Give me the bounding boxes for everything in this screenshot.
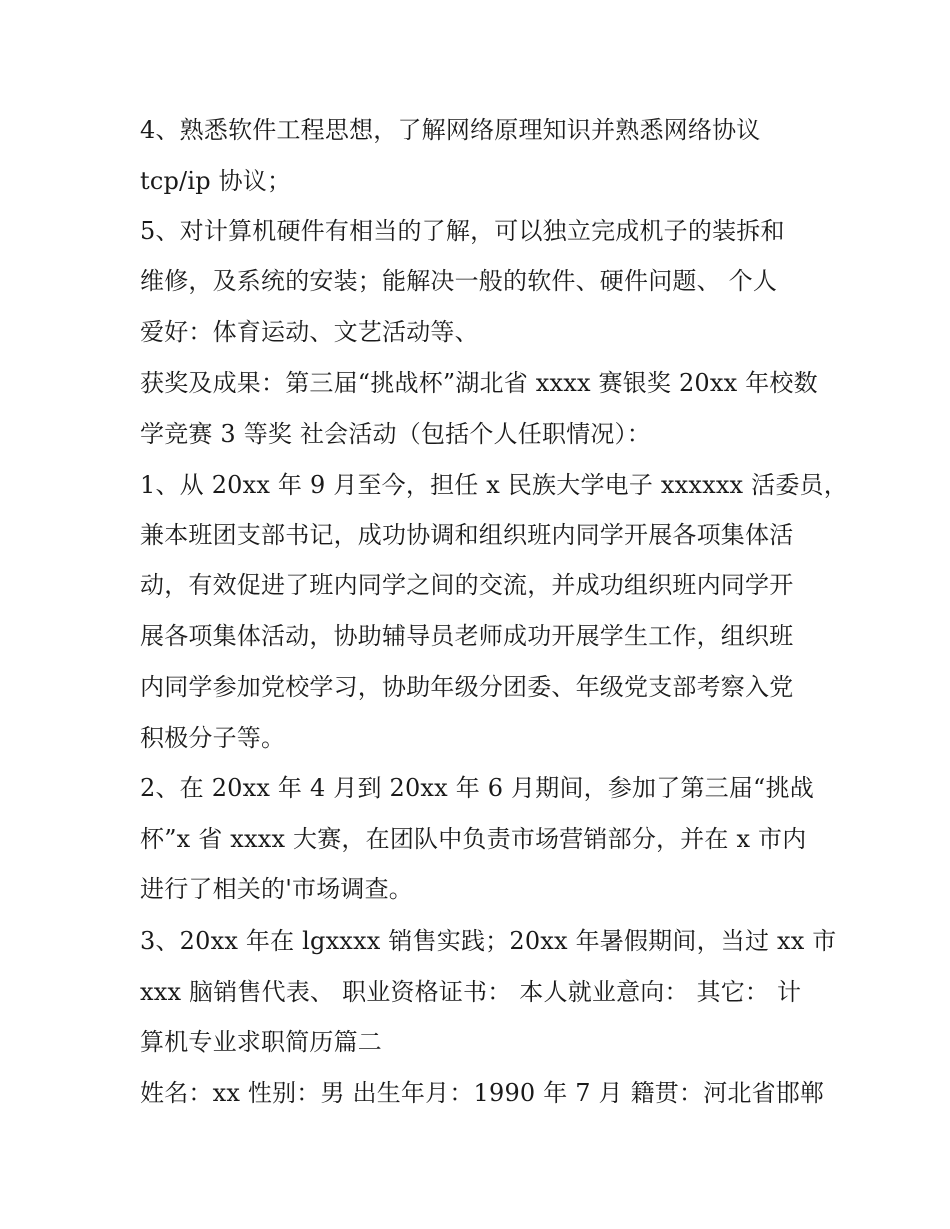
text-line: 2、在 20xx 年 4 月到 20xx 年 6 月期间，参加了第三届“挑战 [140, 774, 814, 802]
text-line: 1、从 20xx 年 9 月至今，担任 x 民族大学电子 xxxxxx 活委员， [140, 471, 848, 499]
text-line: 4、熟悉软件工程思想，了解网络原理知识并熟悉网络协议 [140, 116, 761, 144]
text-line: 学竞赛 3 等奖 社会活动（包括个人任职情况）： [140, 420, 651, 448]
text-line: 爱好：体育运动、文艺活动等、 [140, 318, 479, 346]
text-line: 内同学参加党校学习，协助年级分团委、年级党支部考察入党 [140, 673, 794, 701]
text-line: 5、对计算机硬件有相当的了解，可以独立完成机子的装拆和 [140, 217, 785, 245]
text-line: 展各项集体活动，协助辅导员老师成功开展学生工作，组织班 [140, 622, 794, 650]
text-line: 维修，及系统的安装；能解决一般的软件、硬件问题、 个人 [140, 267, 778, 295]
text-line: xxx 脑销售代表、 职业资格证书： 本人就业意向： 其它： 计 [140, 978, 802, 1006]
text-line: 兼本班团支部书记，成功协调和组织班内同学开展各项集体活 [140, 521, 794, 549]
text-line: 姓名：xx 性别：男 出生年月：1990 年 7 月 籍贯：河北省邯郸 [140, 1079, 825, 1107]
text-line: 3、20xx 年在 lgxxxx 销售实践；20xx 年暑假期间，当过 xx 市 [140, 927, 837, 955]
text-line: 动，有效促进了班内同学之间的交流，并成功组织班内同学开 [140, 571, 794, 599]
text-line: tcp/ip 协议； [140, 167, 292, 195]
text-line: 杯”x 省 xxxx 大赛，在团队中负责市场营销部分，并在 x 市内 [140, 825, 807, 853]
text-line: 进行了相关的'市场调查。 [140, 875, 413, 903]
text-line: 算机专业求职简历篇二 [140, 1028, 382, 1056]
text-line: 获奖及成果：第三届“挑战杯”湖北省 xxxx 赛银奖 20xx 年校数 [140, 369, 818, 397]
text-line: 积极分子等。 [140, 724, 286, 752]
